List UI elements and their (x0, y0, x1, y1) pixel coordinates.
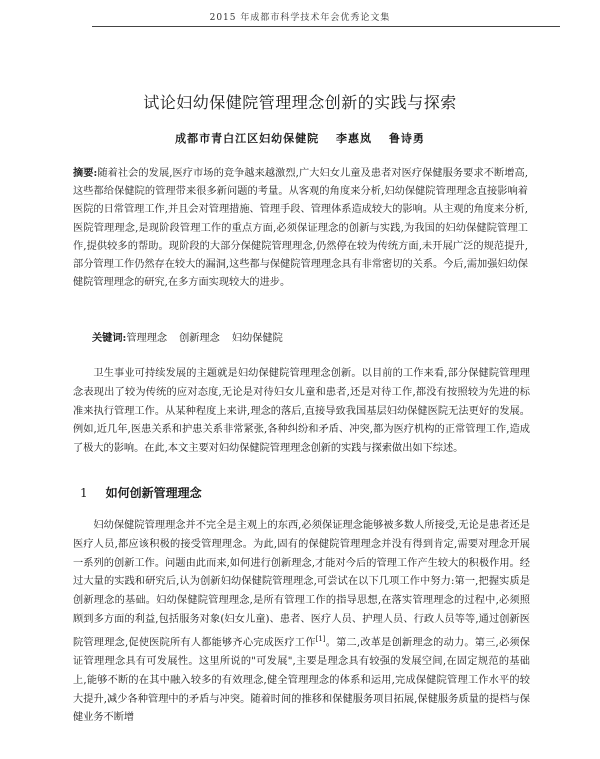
section-heading (80, 484, 202, 501)
affiliation: 成都市青白江区妇幼保健院 (175, 132, 320, 145)
keywords (92, 330, 295, 347)
intro-paragraph: 卫生事业可持续发展的主题就是妇幼保健院管理理念创新。以目前的工作来看,部分保健院管理理念表现出了较为传统的应对态度,无论是对待妇女儿童和患者,还是对待工作,都没有按照较为先进的标准来执行管理工作。从某种程度上来讲,理念的落后,直接导致我国基层妇幼保健医院无法更好的发展。例如,近几年,医患关系和护患关系非常紧张,各种纠纷和矛盾、冲突,都为医疗机构的正常管理工作,造成了极大的影响。在此,本文主要对妇幼保健院管理理念创新的实践与探索做出如下综述。 (73, 368, 530, 455)
section-number: 1 (80, 486, 88, 500)
keyword: 妇幼保健院 (231, 333, 283, 344)
abstract (73, 164, 528, 292)
section-paragraph-text: 妇幼保健院管理理念并不完全是主观上的东西,必须保证理念能够被多数人所接受,无论是患者还是医疗人员,都应该积极的接受管理理念。为此,固有的保健院管理理念并没有得到肯定,需要对理念开展一系列的创新工作。问题由此而来,如何进行创新理念,才能对今后的管理工作产生较大的积极作用。经过大量的实践和研究后,认为创新妇幼保健院管理理念,可尝试在以下几项工作中努力:第一,把握实质是创新理念的基础。妇幼保健院管理理念,是所有管理工作的指导思想,在落实管理理念的过程中,必须照顾到多方面的利益,包括服务对象(妇女儿童)、患者、医疗人员、护理人员、行政人员等等,通过创新医院管理理念,促使医院所有人都能够齐心完成医疗工作 (73, 520, 530, 649)
header-rule (92, 26, 560, 27)
running-head: 2015 年成都市科学技术年会优秀论文集 (209, 13, 391, 23)
keywords-label: 关键词: (92, 332, 127, 344)
author-name: 李惠岚 (336, 132, 372, 145)
abstract-label: 摘要: (73, 167, 98, 179)
citation-ref[interactable]: [1] (315, 634, 326, 643)
section-title: 如何创新管理理念 (105, 486, 202, 500)
keyword: 管理理念 (126, 333, 168, 344)
section-paragraph-text-cont: 。第二,改革是创新理念的动力。第三,必须保证管理理念具有可发展性。这里所说的"可发展",主要是理念具有较强的发展空间,在固定规范的基础上,能够不断的在其中融入较多的有效理念,健全管理理念的体系和运用,完成保健院管理工作水平的较大提升,减少各种管理中的矛盾与冲突。随着时间的推移和保健服务项目拓展,保健服务质量的提档与保健业务不断增 (73, 637, 530, 724)
section-paragraph (73, 517, 530, 728)
keyword: 创新理念 (179, 333, 220, 344)
abstract-text: 随着社会的发展,医疗市场的竞争越来越激烈,广大妇女儿童及患者对医疗保健服务要求不断增高,这些都给保健院的管理带来很多新问题的考量。从客观的角度来分析,妇幼保健院管理理念直接影响着医院的日常管理工作,并且会对管理措施、管理手段、管理体系造成较大的影响。从主观的角度来分析,医院管理理念,是现阶段管理工作的重点方面,必须保证理念的创新与实践,为我国的妇幼保健院管理工作,提供较多的帮助。现阶段的大部分保健院管理理念,仍然停在较为传统方面,未开展广泛的规范提升,部分管理工作仍然存在较大的漏洞,这些都与保健院管理理念具有非常密切的关系。今后,需加强妇幼保健院管理理念的研究,在多方面实现较大的进步。 (73, 168, 528, 289)
author-line (0, 130, 600, 146)
paper-title: 试论妇幼保健院管理理念创新的实践与探索 (143, 93, 457, 112)
author-name: 鲁诗勇 (388, 132, 425, 145)
